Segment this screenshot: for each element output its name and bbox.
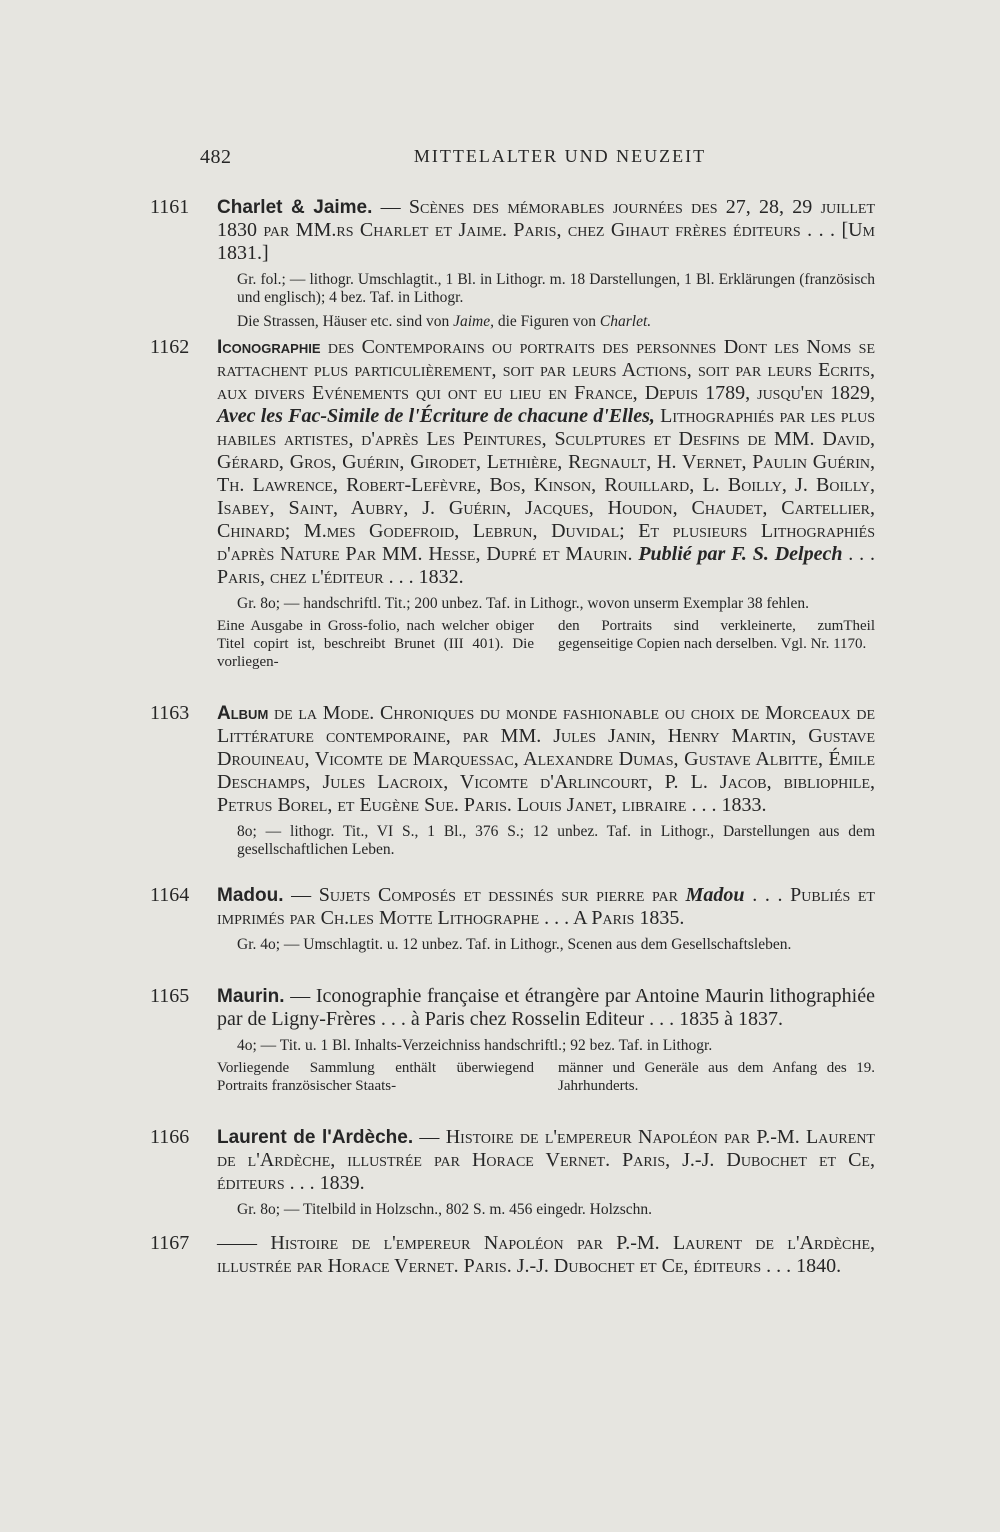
entry-body	[217, 884, 875, 954]
entry-title-part: — Sujets Composés et dessinés sur pierre par	[283, 884, 686, 906]
entry-remark-columns	[217, 617, 875, 671]
entry-name: Maurin.	[217, 986, 285, 1007]
entry-number: 1162	[150, 336, 190, 358]
entry-number: 1167	[150, 1232, 190, 1254]
entry-collation: 8o; — lithogr. Tit., VI S., 1 Bl., 376 S.; 12 unbez. Taf. in Lithogr., Darstellungen aus dem gesellschaftlichen Leben.	[237, 823, 875, 858]
running-title: MITTELALTER UND NEUZEIT	[413, 146, 707, 166]
entry-number: 1161	[150, 196, 190, 218]
entry-body	[217, 196, 875, 331]
entry-collation: 4o; — Tit. u. 1 Bl. Inhalts-Verzeichniss handschriftl.; 92 bez. Taf. in Lithogr.	[237, 1037, 713, 1054]
entry-title-part: . . . Publiés et imprimés par Ch.les Motte Lithographe . . . A Paris 1835.	[217, 884, 875, 929]
entry-body	[217, 1126, 875, 1219]
entry-title: — Scènes des mémorables journées des 27, 28, 29 juillet 1830 par MM.rs Charlet et Jaime. Paris, chez Gihaut frères éditeurs . . . [Um 1831.]	[217, 196, 875, 264]
entry-title-part: des Contemporains ou portraits des personnes Dont les Noms se rattachent plus particulièrement, soit par leurs Actions, soit par leurs Ecrits, aux divers Evénements qui ont eu lieu en France, Depuis 1789, jusqu'en 1829,	[217, 336, 875, 404]
page-number: 482	[200, 146, 232, 168]
entry-title: — Histoire de l'empereur Napoléon par P.-M. Laurent de l'Ardèche, illustrée par Horace Vernet. Paris, J.-J. Dubochet et Ce, éditeurs . . . 1839.	[217, 1126, 875, 1194]
entry-body	[217, 1232, 875, 1278]
entry-name: Laurent de l'Ardèche.	[217, 1127, 414, 1148]
entry-name: Charlet & Jaime.	[217, 197, 373, 218]
entry-blackletter-part: Madou	[685, 884, 745, 906]
entry-title-part: . . . Paris, chez l'éditeur . . . 1832.	[217, 543, 875, 588]
entry-blackletter-part: Publié par F. S. Delpech	[638, 543, 843, 565]
entry-body	[217, 336, 875, 671]
remark-column-right: männer und Generäle aus dem Anfang des 19. Jahrhunderts.	[558, 1060, 875, 1094]
entry-title: de la Mode. Chroniques du monde fashionable ou choix de Morceaux de Littérature contemporaine, par MM. Jules Janin, Henry Martin, Gustave Drouineau, Vicomte de Marquessac, Alexandre Dumas, Gustave Albitte, Émile Deschamps, Jules Lacroix, Vicomte d'Arlincourt, P. L. Jacob, bibliophile, Petrus Borel, et Eugène Sue. Paris. Louis Janet, libraire . . . 1833.	[217, 702, 875, 816]
entry-collation: Gr. 8o; — handschriftl. Tit.; 200 unbez. Taf. in Lithogr., wovon unserm Exemplar 38 fehlen.	[237, 595, 810, 612]
catalog-entry-1161	[150, 196, 875, 331]
entry-body	[217, 985, 875, 1095]
entry-number: 1165	[150, 985, 190, 1007]
entry-title: Histoire de l'empereur Napoléon par P.-M. Laurent de l'Ardèche, illustrée par Horace Vernet. Paris. J.-J. Dubochet et Ce, éditeurs . . . 1840.	[217, 1232, 875, 1277]
entry-number: 1164	[150, 884, 190, 906]
running-head	[200, 146, 875, 172]
entry-name-dash: ——	[217, 1232, 257, 1254]
entry-name: Madou.	[217, 885, 284, 906]
entry-remark: Die Strassen, Häuser etc. sind von Jaime, die Figuren von Charlet.	[237, 313, 652, 330]
entry-collation: Gr. 4o; — Umschlagtit. u. 12 unbez. Taf. in Lithogr., Scenen aus dem Gesellschaftsleben.	[237, 936, 792, 953]
catalog-entry-1165	[150, 985, 875, 1095]
entry-title: — Iconographie française et étrangère par Antoine Maurin lithographiée par de Ligny-Frères . . . à Paris chez Rosselin Editeur . . . 1835 à 1837.	[217, 985, 875, 1030]
remark-column-right: den Portraits sind verkleinerte, zumTheil gegenseitige Copien nach derselben. Vgl. Nr. 1170.	[558, 618, 875, 652]
entry-number: 1166	[150, 1126, 190, 1148]
catalog-entry-1167	[150, 1232, 875, 1278]
remark-column-left: Vorliegende Sammlung enthält überwiegend Portraits französischer Staats-	[217, 1060, 534, 1094]
entry-name: Iconographie	[217, 337, 321, 358]
catalog-entry-1164	[150, 884, 875, 954]
catalog-entry-1162	[150, 336, 875, 671]
entry-name: Album	[217, 703, 269, 724]
entry-number: 1163	[150, 702, 190, 724]
catalog-entry-1163	[150, 702, 875, 859]
entry-body	[217, 702, 875, 859]
remark-column-left: Eine Ausgabe in Gross-folio, nach welcher obiger Titel copirt ist, beschreibt Brunet (III 401). Die vorliegen-	[217, 618, 534, 670]
catalog-entry-1166	[150, 1126, 875, 1219]
entry-collation: Gr. 8o; — Titelbild in Holzschn., 802 S. m. 456 eingedr. Holzschn.	[237, 1201, 653, 1218]
entry-blackletter-part: Avec les Fac-Simile de l'Écriture de chacune d'Elles,	[217, 405, 655, 427]
entry-collation: Gr. fol.; — lithogr. Umschlagtit., 1 Bl. in Lithogr. m. 18 Darstellungen, 1 Bl. Erklärungen (französisch und englisch); 4 bez. Taf. in Lithogr.	[237, 271, 875, 306]
entry-title-part: Lithographiés par les plus habiles artistes, d'après Les Peintures, Sculptures et Desfins de MM. David, Gérard, Gros, Guérin, Girodet, Lethière, Regnault, H. Vernet, Paulin Guérin, Th. Lawrence, Robert-Lefèvre, Bos, Kinson, Rouillard, L. Boilly, J. Boilly, Isabey, Saint, Aubry, J. Guérin, Jacques, Houdon, Chaudet, Cartellier, Chinard; M.mes Godefroid, Lebrun, Duvidal; Et plusieurs Lithographiés d'après Nature Par MM. Hesse, Dupré et Maurin.	[217, 405, 875, 565]
entry-remark-columns	[217, 1059, 875, 1095]
